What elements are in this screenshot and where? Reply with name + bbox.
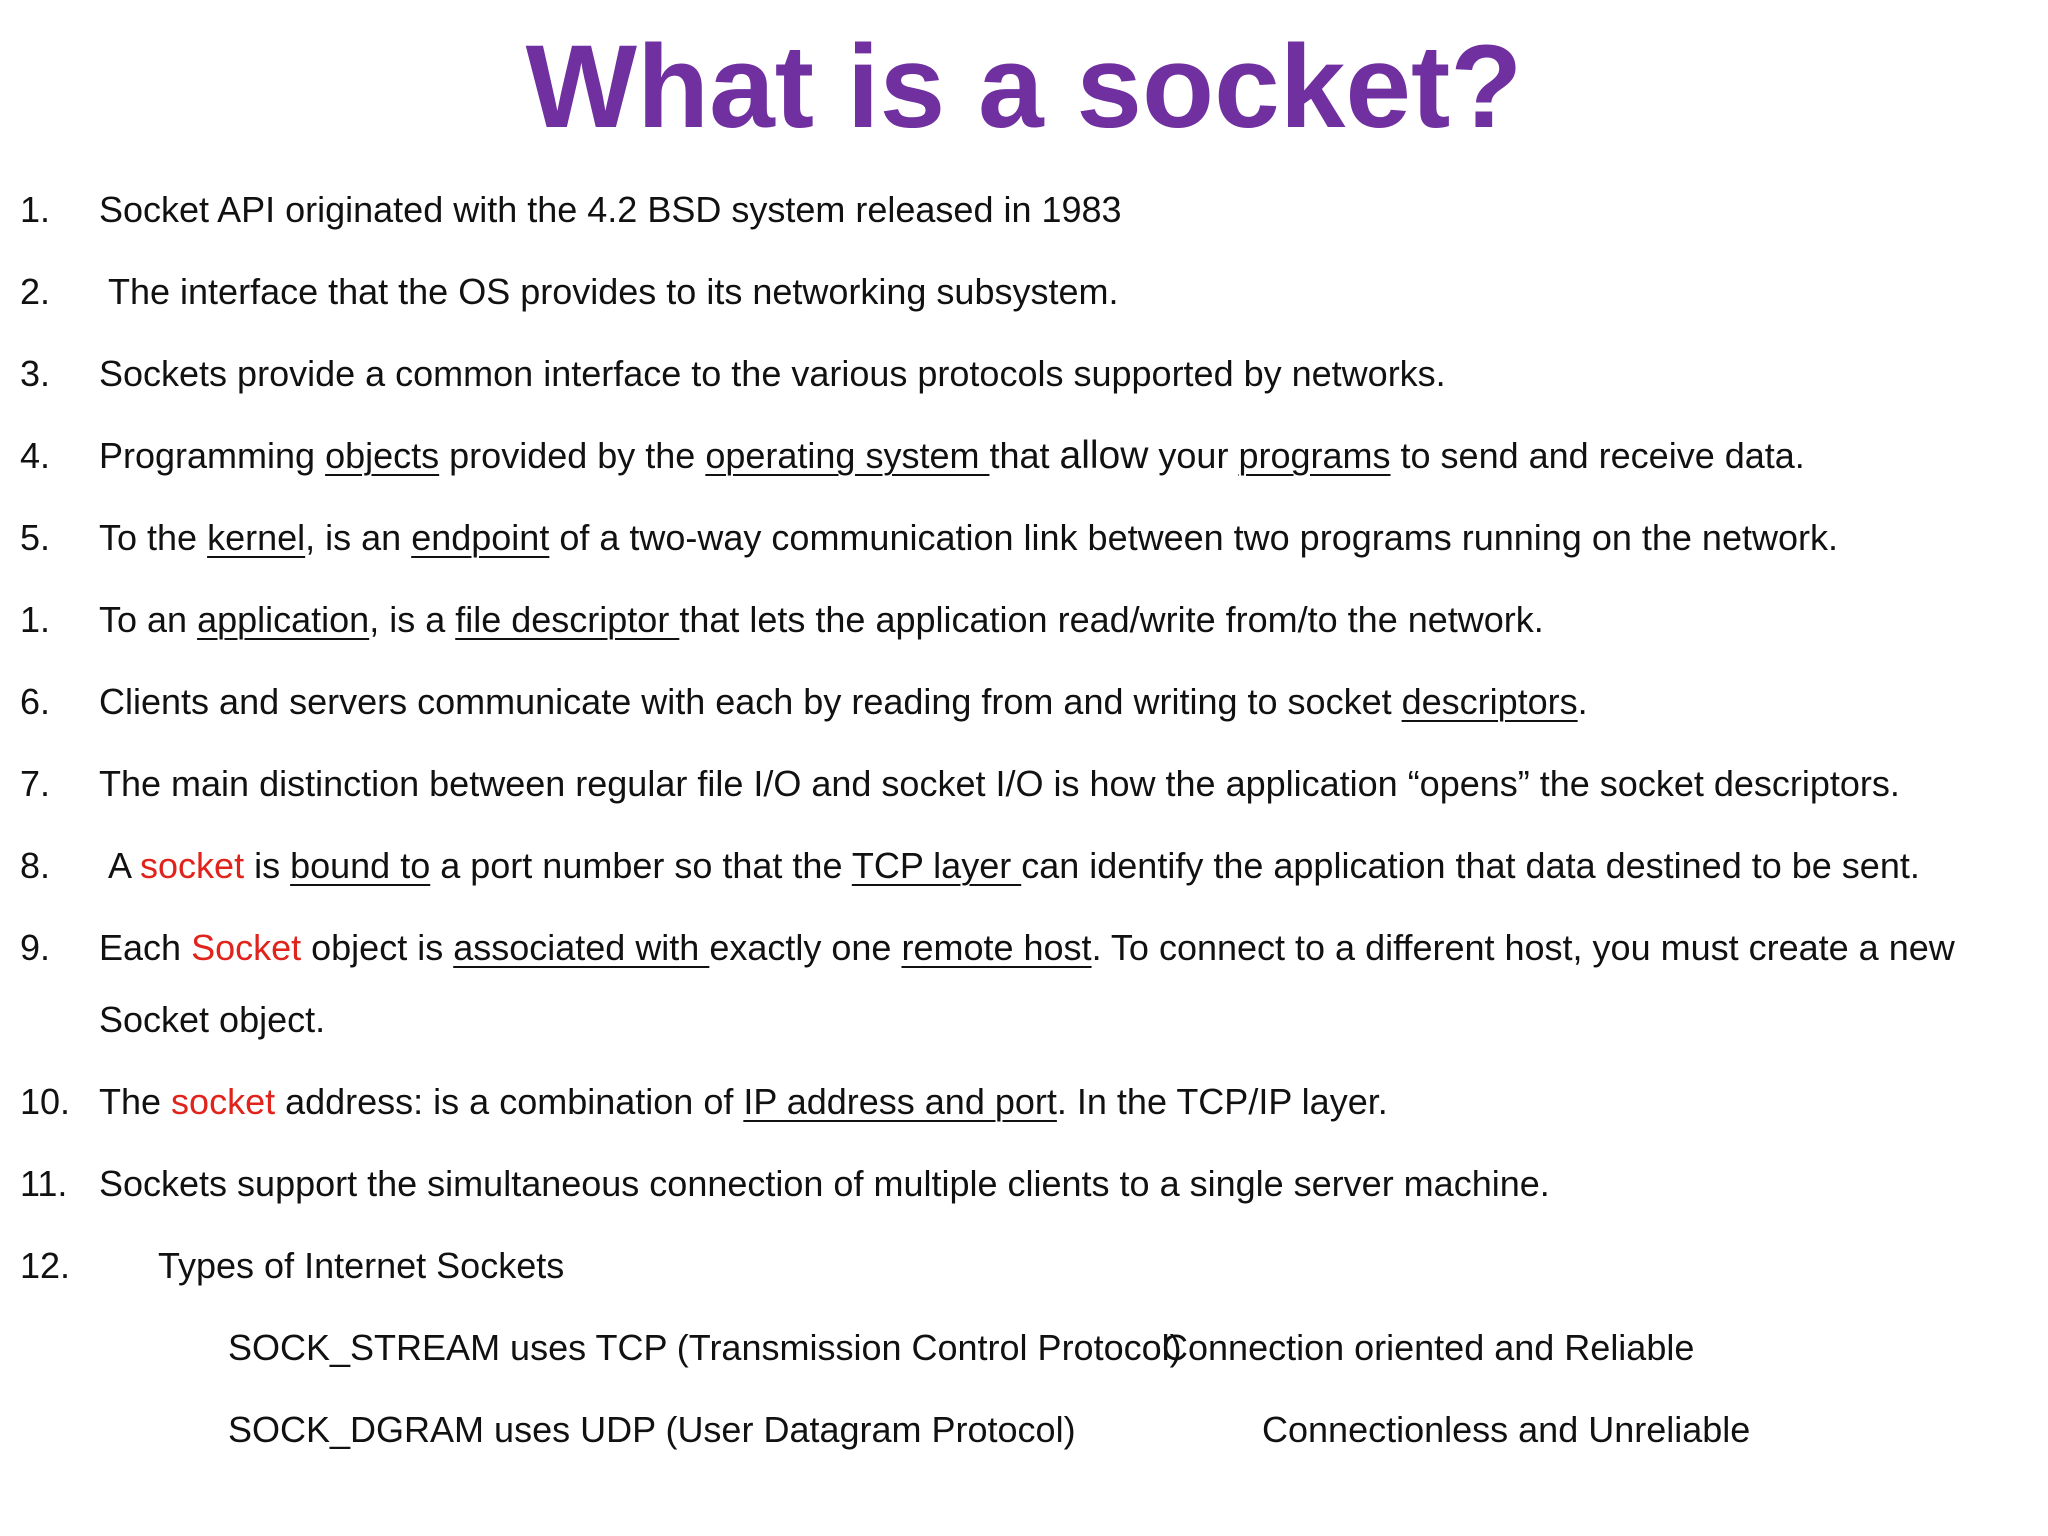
list-text: The interface that the OS provides to its networking subsystem. (108, 271, 1119, 312)
term-descriptors: descriptors (1401, 681, 1578, 722)
term-associated-with: associated with (453, 927, 710, 968)
list-number: 10. (20, 1081, 71, 1122)
list-item (0, 262, 2048, 322)
list-number: 3. (20, 353, 51, 394)
list-item (0, 672, 2048, 732)
term-file-descriptor: file descriptor (455, 599, 680, 640)
list-number: 8. (20, 845, 51, 886)
list-text: To an application, is a file descriptor that lets the application read/write from/to the network. (99, 599, 1544, 640)
list-text: The main distinction between regular file I/O and socket I/O is how the application “opens” the socket descriptors. (99, 763, 1900, 804)
list-item (0, 426, 2048, 486)
list-text: To the kernel, is an endpoint of a two-way communication link between two programs running on the network. (99, 517, 1838, 558)
list-text: Sockets provide a common interface to the various protocols supported by networks. (99, 353, 1446, 394)
list-text: Types of Internet Sockets (158, 1245, 565, 1286)
list-item (0, 1072, 2048, 1132)
list-item (0, 180, 2048, 240)
list-text: Sockets support the simultaneous connection of multiple clients to a single server machine. (99, 1163, 1550, 1204)
term-socket: Socket (191, 927, 302, 968)
term-operating-system: operating system (705, 435, 990, 476)
list-item (0, 590, 2048, 650)
term-endpoint: endpoint (411, 517, 550, 558)
list-text: A socket is bound to a port number so that the TCP layer can identify the application that data destined to be sent. (108, 845, 1920, 886)
list-item-continuation (0, 990, 2048, 1050)
term-bound-to: bound to (290, 845, 431, 886)
list-item (0, 508, 2048, 568)
list-text: Socket API originated with the 4.2 BSD system released in 1983 (99, 189, 1122, 230)
socket-type-name: SOCK_STREAM uses TCP (Transmission Control Protocol) (228, 1327, 1182, 1368)
socket-type-desc: Connection oriented and Reliable (1162, 1327, 1695, 1368)
list-number: 1. (20, 599, 51, 640)
list-item (0, 918, 2048, 978)
socket-type-name: SOCK_DGRAM uses UDP (User Datagram Protocol) (228, 1409, 1076, 1450)
page-title: What is a socket? (525, 21, 1523, 153)
term-application: application (197, 599, 370, 640)
list-item (0, 1154, 2048, 1214)
list-number: 5. (20, 517, 51, 558)
list-text: Each Socket object is associated with exactly one remote host. To connect to a different host, you must create a new (99, 927, 1955, 968)
list-item (0, 344, 2048, 404)
list-text: Socket object. (99, 999, 326, 1040)
term-objects: objects (325, 435, 440, 476)
list-number: 6. (20, 681, 51, 722)
list-number: 7. (20, 763, 51, 804)
list-number: 4. (20, 435, 51, 476)
list-number: 12. (20, 1245, 71, 1286)
term-programs: programs (1238, 435, 1391, 476)
list-item (0, 836, 2048, 896)
list-item (0, 1236, 2048, 1296)
list-text: The socket address: is a combination of IP address and port. In the TCP/IP layer. (99, 1081, 1388, 1122)
term-kernel: kernel (207, 517, 306, 558)
list-item (0, 754, 2048, 814)
list-number: 9. (20, 927, 51, 968)
list-number: 11. (20, 1163, 68, 1204)
term-tcp-layer: TCP layer (851, 845, 1022, 886)
term-socket: socket (140, 845, 245, 886)
socket-type-desc: Connectionless and Unreliable (1262, 1409, 1751, 1450)
list-number: 1. (20, 189, 51, 230)
list-text: Programming objects provided by the operating system that allow your programs to send and receive data. (99, 434, 1805, 477)
list-number: 2. (20, 271, 51, 312)
term-socket: socket (171, 1081, 276, 1122)
term-remote-host: remote host (901, 927, 1092, 968)
term-ip-address-port: IP address and port (743, 1081, 1057, 1122)
list-text: Clients and servers communicate with each by reading from and writing to socket descriptors. (99, 681, 1588, 722)
